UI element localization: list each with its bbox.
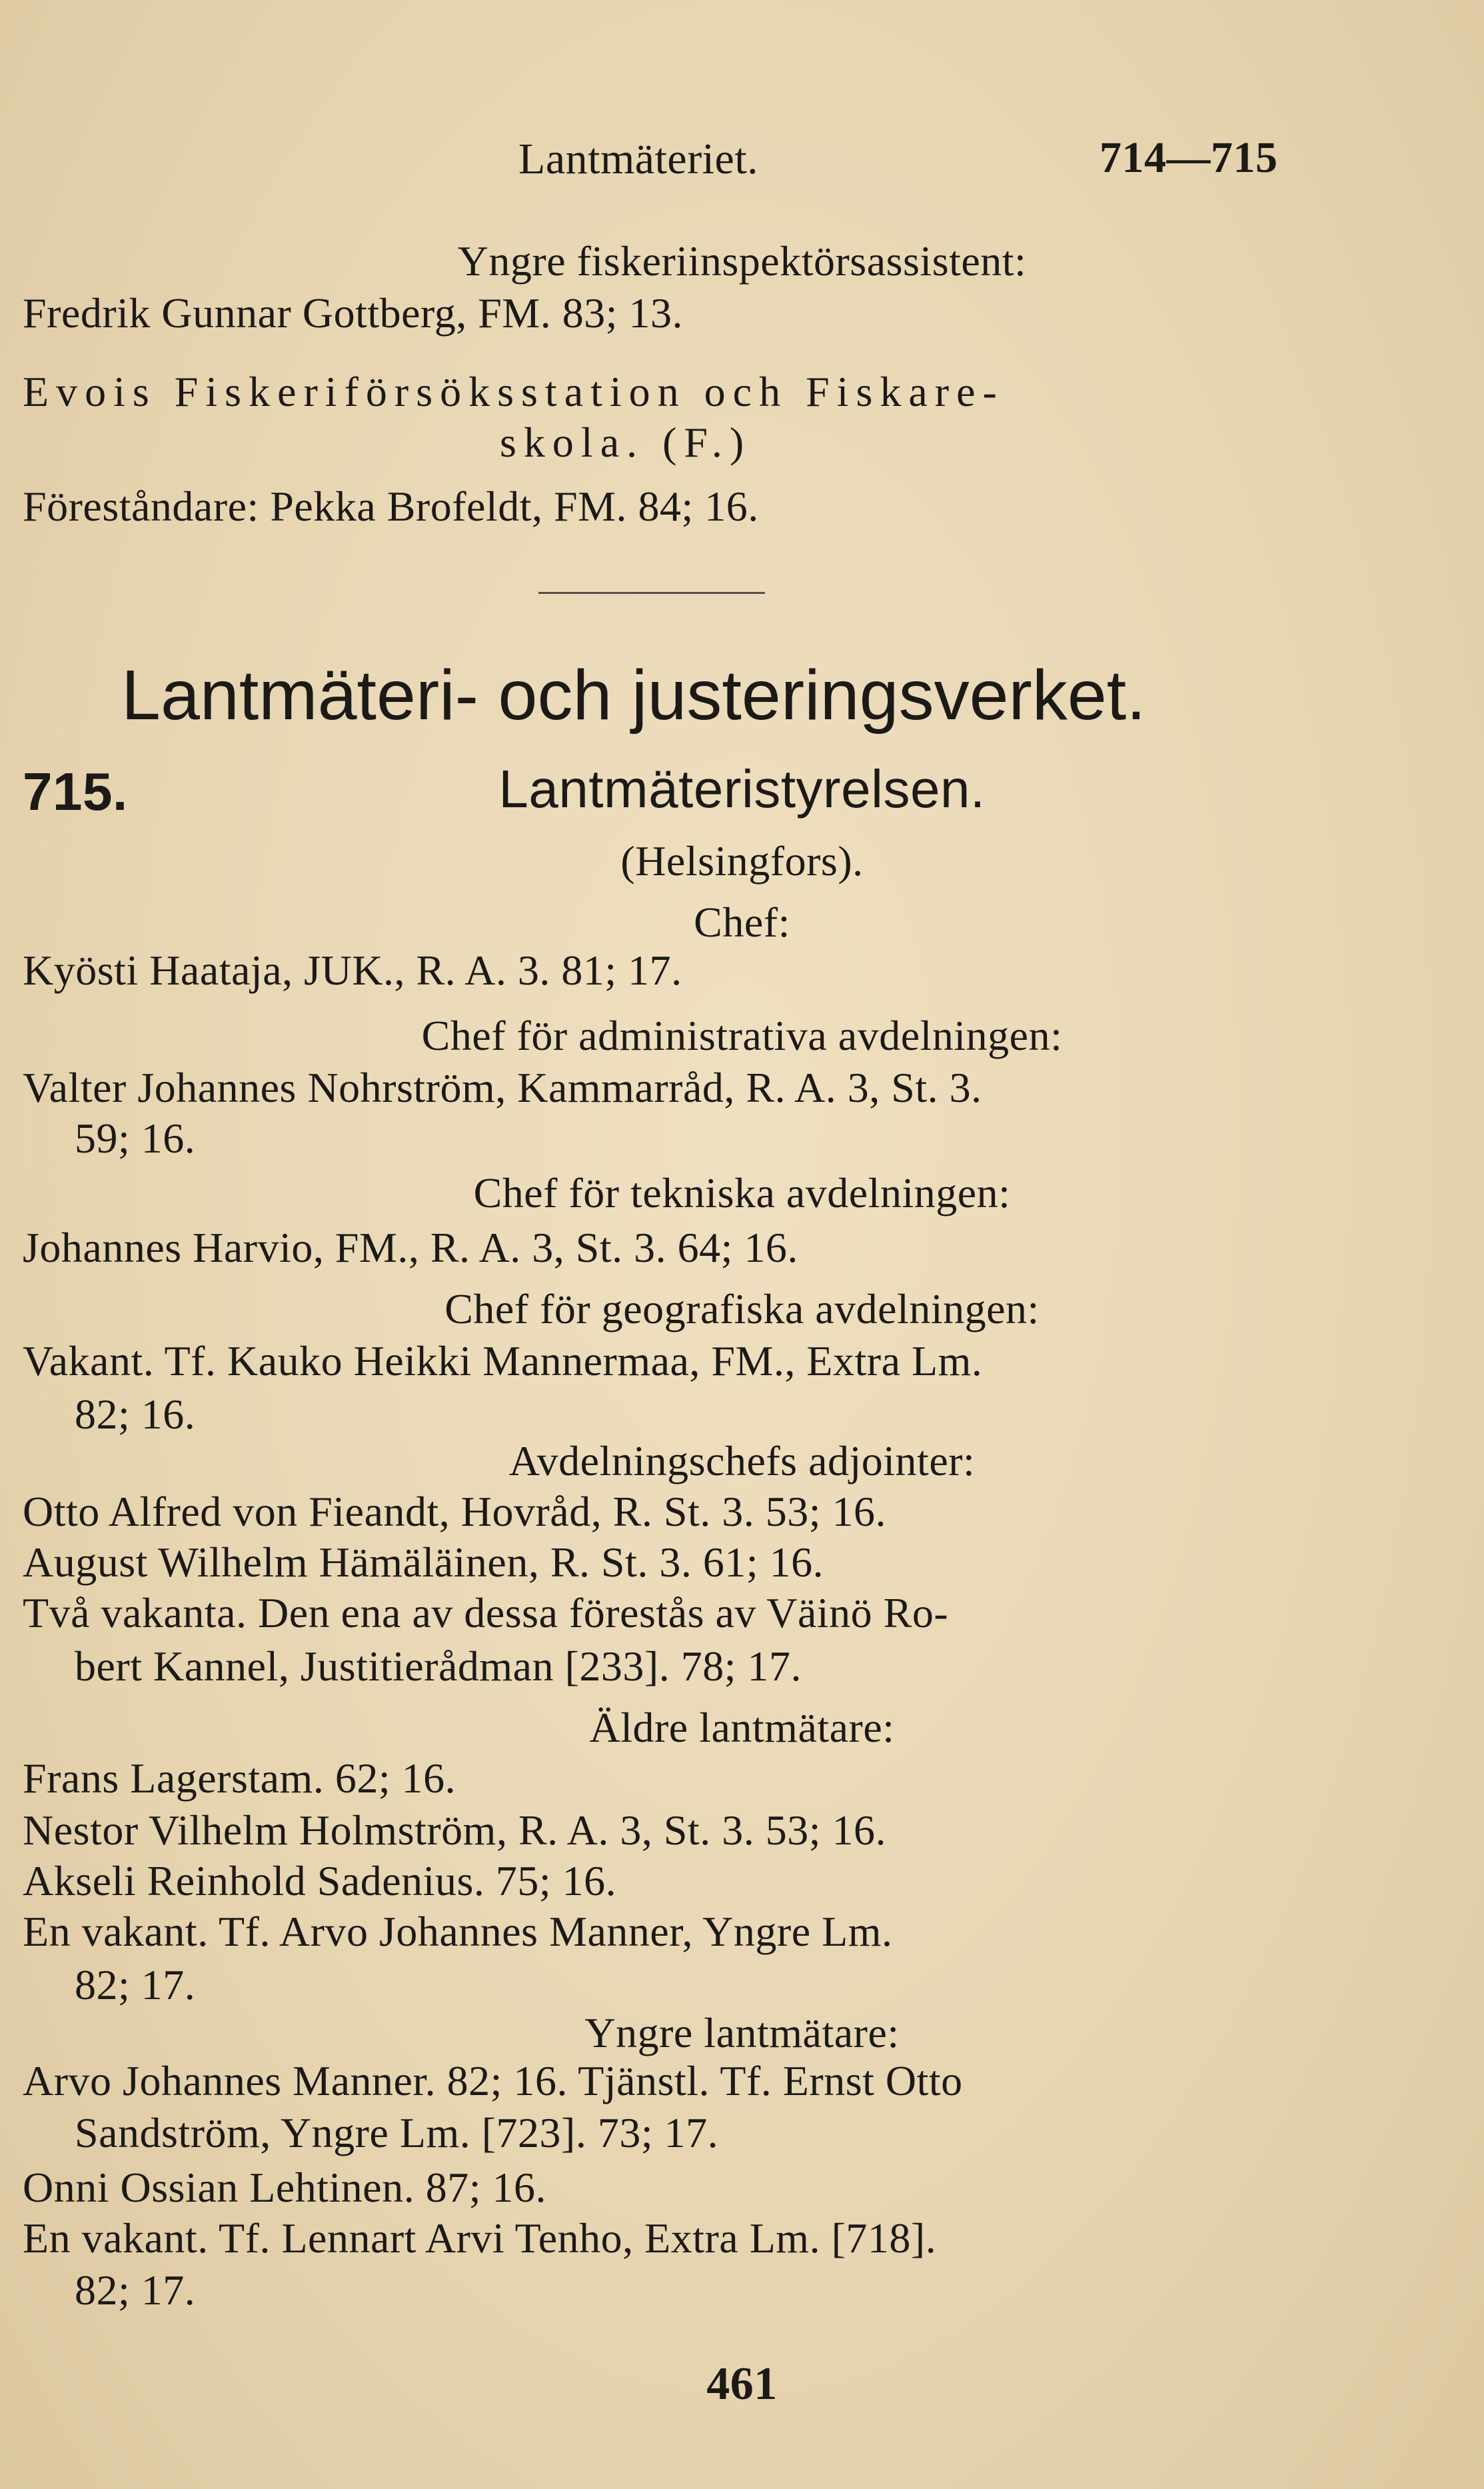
entry-line: Valter Johannes Nohrström, Kammarråd, R. A. 3, St. 3. [23, 1064, 982, 1111]
running-header-title: Lantmäteriet. [518, 135, 759, 183]
entry-line: Arvo Johannes Manner. 82; 16. Tjänstl. Tf. Ernst Otto [23, 2057, 963, 2104]
role-person: Fredrik Gunnar Gottberg, FM. 83; 13. [23, 289, 683, 337]
entry-heading-chef: Chef: [694, 899, 790, 946]
entry-line: 82; 17. [75, 2266, 196, 2314]
entry-heading-yngre: Yngre lantmätare: [584, 2009, 900, 2056]
entry-line: Akseli Reinhold Sadenius. 75; 16. [23, 1857, 617, 1904]
entry-heading-adjointer: Avdelningschefs adjointer: [508, 1437, 976, 1484]
station-name-line1: Evois Fiskeriförsöksstation och Fiskare- [23, 368, 1004, 415]
entry-line: bert Kannel, Justitierådman [233]. 78; 17. [75, 1642, 802, 1690]
entry-line: Två vakanta. Den ena av dessa förestås av Väinö Ro- [23, 1589, 949, 1636]
role-heading: Yngre fiskeriinspektörsassistent: [457, 237, 1027, 285]
entry-line: Johannes Harvio, FM., R. A. 3, St. 3. 64; 16. [23, 1224, 798, 1271]
running-header-page-range: 714—715 [1100, 133, 1278, 182]
section-name: Lantmäteristyrelsen. [498, 759, 986, 819]
entry-heading-geografiska: Chef för geografiska avdelningen: [444, 1285, 1040, 1332]
entry-line: Sandström, Yngre Lm. [723]. 73; 17. [75, 2109, 719, 2156]
entry-line: 82; 16. [75, 1390, 196, 1438]
station-name-line2: skola. (F.) [500, 419, 752, 466]
page-number: 461 [706, 2358, 778, 2410]
entry-heading-aldre: Äldre lantmätare: [589, 1704, 895, 1751]
entry-line: Nestor Vilhelm Holmström, R. A. 3, St. 3. 53; 16. [23, 1806, 886, 1854]
entry-line: 82; 17. [75, 1961, 196, 2008]
entry-line: Otto Alfred von Fieandt, Hovråd, R. St. 3. 53; 16. [23, 1488, 887, 1535]
section-location: (Helsingfors). [620, 837, 864, 885]
entry-line: En vakant. Tf. Lennart Arvi Tenho, Extra Lm. [718]. [23, 2214, 937, 2262]
entry-line: Onni Ossian Lehtinen. 87; 16. [23, 2164, 546, 2211]
entry-line: Vakant. Tf. Kauko Heikki Mannermaa, FM., Extra Lm. [23, 1337, 983, 1384]
entry-line: En vakant. Tf. Arvo Johannes Manner, Yngre Lm. [23, 1908, 893, 1955]
section-number: 715. [23, 762, 128, 821]
entry-line: Kyösti Haataja, JUK., R. A. 3. 81; 17. [23, 947, 682, 994]
main-title: Lantmäteri- och justeringsverket. [121, 656, 1146, 735]
entry-line: 59; 16. [75, 1115, 196, 1162]
entry-heading-tekniska: Chef för tekniska avdelningen: [473, 1169, 1011, 1217]
section-divider [538, 592, 765, 594]
entry-heading-administrativa: Chef för administrativa avdelningen: [421, 1012, 1063, 1059]
station-head: Föreståndare: Pekka Brofeldt, FM. 84; 16. [23, 483, 759, 530]
entry-line: August Wilhelm Hämäläinen, R. St. 3. 61; 16. [23, 1538, 824, 1586]
entry-line: Frans Lagerstam. 62; 16. [23, 1754, 456, 1802]
